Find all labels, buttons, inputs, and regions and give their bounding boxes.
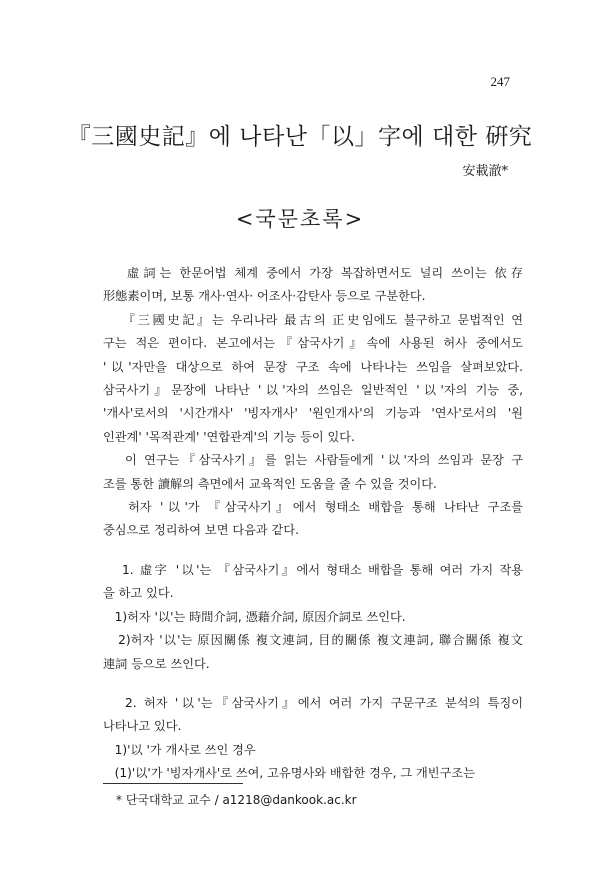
author-name: 安載澈* [462, 164, 508, 179]
text-line: 조를 통한 讀解의 측면에서 교육적인 도움을 줄 수 있을 것이다. [103, 476, 437, 491]
text-line: 인관계' '목적관계' '연합관계'의 기능 등이 있다. [103, 429, 355, 444]
paragraph [103, 629, 523, 676]
footnote-divider [103, 783, 243, 784]
text-line: 連詞 등으로 쓰인다. [103, 656, 210, 671]
text-line: '개사'로서의 '시간개사' '빙자개사' '원인개사'의 기능과 '연사'로서의 '원 [103, 406, 523, 421]
paragraph [103, 449, 523, 496]
text-line: 1)허자 '以'는 時間介詞, 憑藉介詞, 原因介詞로 쓰인다. [103, 609, 406, 624]
paragraph [103, 692, 523, 739]
text-line: 중심으로 정리하여 보면 다음과 같다. [103, 523, 299, 538]
paragraph [103, 262, 523, 309]
paragraph [103, 739, 523, 762]
paragraph [103, 559, 523, 606]
footnote: * 단국대학교 교수 / a1218@dankook.ac.kr [116, 793, 357, 807]
text-line: '以'자만을 대상으로 하여 문장 구조 속에 나타나는 쓰임을 살펴보았다. [103, 359, 523, 374]
text-line: (1)'以'가 '빙자개사'로 쓰여, 고유명사와 배합한 경우, 그 개빈구조는 [103, 766, 475, 781]
text-line: 삼국사기』문장에 나타난 '以'자의 쓰임은 일반적인 '以'자의 기능 중, [103, 383, 523, 398]
text-line: 『三國史記』는 우리나라 最古의 正史임에도 불구하고 문법적인 연 [103, 312, 523, 327]
text-line: 1)'以 '가 개사로 쓰인 경우 [103, 742, 256, 757]
page-number: 247 [490, 74, 510, 89]
paragraph [103, 309, 523, 449]
abstract-body [103, 262, 523, 786]
text-line: 구는 적은 편이다. 본고에서는『삼국사기』속에 사용된 허사 중에서도 [103, 336, 523, 351]
text-line: 2. 허자 '以'는『삼국사기』에서 여러 가지 구문구조 분석의 특징이 [103, 695, 523, 710]
text-line: 허자 '以'가 『삼국사기』에서 형태소 배합을 통해 나타난 구조를 [103, 500, 523, 515]
text-line: 形態素이며, 보통 개사·연사· 어조사·감탄사 등으로 구분한다. [103, 289, 426, 304]
paragraph-gap [103, 676, 523, 692]
abstract-heading: <국문초록> [235, 207, 365, 231]
text-line: 虛詞는 한문어법 체계 중에서 가장 복잡하면서도 널리 쓰이는 依存 [103, 266, 523, 280]
paragraph-gap [103, 543, 523, 559]
paper-title: 『三國史記』에 나타난「以」字에 대한 硏究 [67, 124, 533, 150]
text-line: 나타나고 있다. [103, 719, 182, 734]
paragraph [103, 606, 523, 629]
paragraph [103, 496, 523, 543]
text-line: 1. 虛字 '以'는 『삼국사기』에서 형태소 배합을 통해 여러 가지 작용 [103, 562, 523, 577]
text-line: 을 하고 있다. [103, 586, 174, 601]
text-line: 이 연구는『삼국사기』를 읽는 사람들에게 '以'자의 쓰임과 문장 구 [103, 453, 523, 468]
text-line: 2)허자 '以'는 原因關係 複文連詞, 目的關係 複文連詞, 聯合關係 複文 [103, 633, 523, 648]
